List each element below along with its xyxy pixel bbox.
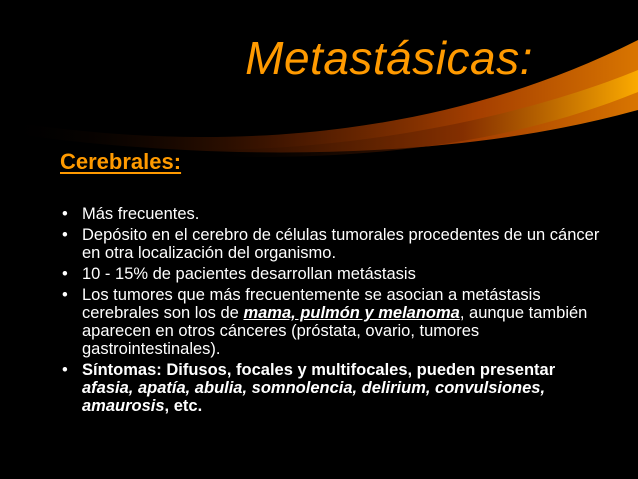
bullet-emphasis: afasia, apatía, abulia, somnolencia, delirium, convulsiones, amaurosis — [82, 379, 546, 415]
bullet-text: 10 - 15% de pacientes desarrollan metástasis — [82, 265, 416, 283]
list-item — [60, 286, 620, 358]
bullet-tail: , etc. — [164, 397, 203, 415]
list-item — [60, 361, 620, 415]
list-item — [60, 226, 620, 262]
list-item — [60, 205, 620, 223]
list-item — [60, 265, 620, 283]
bullet-dot-icon: • — [62, 286, 68, 304]
bullet-text: Más frecuentes. — [82, 205, 200, 223]
bullet-emphasis: mama, pulmón y melanoma — [243, 304, 460, 322]
bullet-text-part: , aunque también aparecen en otros cánceres (próstata, ovario, tumores gastrointestinales). — [82, 304, 588, 358]
bullet-dot-icon: • — [62, 361, 68, 379]
bullet-dot-icon: • — [62, 226, 68, 244]
bullet-text: Depósito en el cerebro de células tumorales procedentes de un cáncer en otra localización del organismo. — [82, 226, 600, 262]
bullet-text-part: Los tumores que más frecuentemente se asocian a metástasis cerebrales son los de — [82, 286, 541, 322]
section-heading: Cerebrales: — [60, 149, 182, 174]
bullet-list — [60, 205, 620, 418]
bullet-dot-icon: • — [62, 265, 68, 283]
bullet-dot-icon: • — [62, 205, 68, 223]
slide-title: Metastásicas: — [245, 32, 533, 84]
bullet-lead: Síntomas: Difusos, focales y multifocales, pueden presentar — [82, 361, 556, 379]
